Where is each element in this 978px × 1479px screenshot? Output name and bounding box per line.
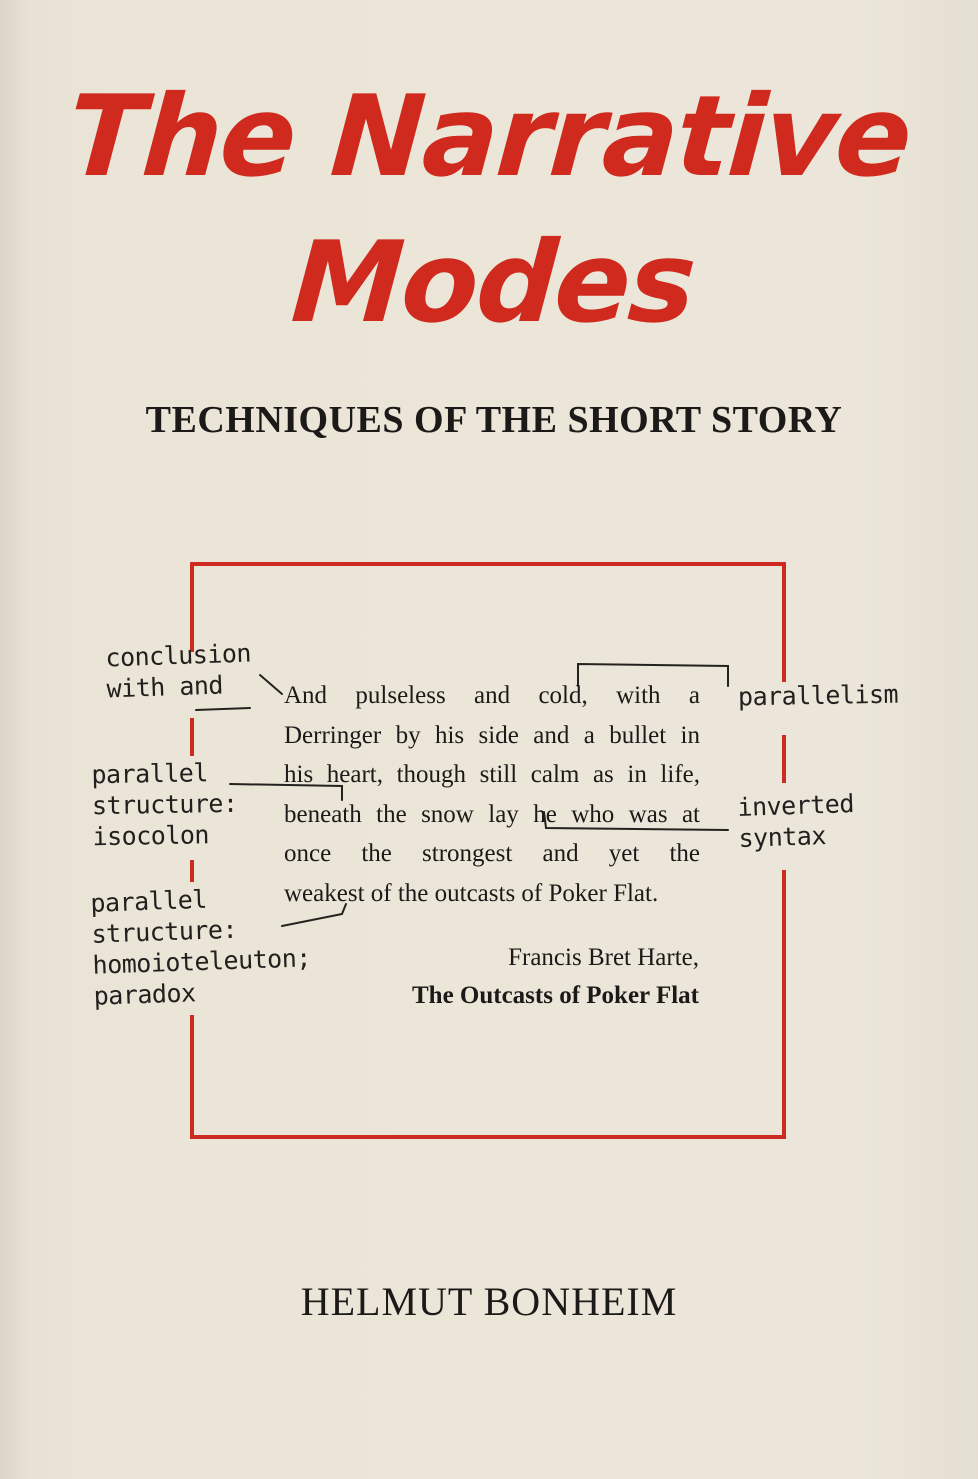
frame-top-edge [190, 562, 786, 566]
frame-left-edge [190, 718, 194, 756]
annotation-line: isocolon [92, 820, 210, 852]
annotation-line: homoioteleuton; [92, 943, 312, 980]
book-author: HELMUT BONHEIM [300, 1279, 678, 1324]
book-subtitle: TECHNIQUES OF THE SHORT STORY [145, 399, 843, 441]
book-title-line-1: The Narrative [63, 72, 915, 202]
quote-line: his heart, though still calm as in life, [284, 761, 700, 788]
annotation-parallelism: parallelism [737, 679, 899, 712]
quote-attribution-work: The Outcasts of Poker Flat [411, 982, 699, 1009]
frame-left-edge [190, 1015, 194, 1139]
quote-line: once the strongest and yet the [284, 840, 700, 867]
frame-right-edge [782, 562, 786, 682]
annotation-parallel-homoioteleuton [90, 880, 312, 1012]
annotation-line: parallel [91, 758, 209, 790]
annotation-line: syntax [738, 820, 827, 854]
annotation-line: structure: [91, 914, 238, 949]
annotation-conclusion [105, 637, 253, 704]
quote-attribution-author: Francis Bret Harte, [508, 944, 699, 971]
annotation-line: paradox [93, 978, 196, 1011]
annotation-inverted-syntax [737, 788, 856, 854]
annotation-line: structure: [91, 788, 238, 821]
frame-left-edge [190, 860, 194, 882]
underline-and-mark [196, 708, 250, 710]
annotation-parallel-isocolon [91, 757, 238, 853]
quote-line: Derringer by his side and a bullet in [284, 721, 700, 749]
frame-right-edge [782, 870, 786, 1139]
quote-line: weakest of the outcasts of Poker Flat. [284, 879, 659, 907]
quote-line: And pulseless and cold, with a [284, 682, 700, 709]
annotation-line: conclusion [104, 638, 252, 673]
annotation-line: parallel [89, 884, 208, 918]
annotation-line: inverted [736, 788, 855, 823]
conclusion-pointer-mark [260, 675, 282, 694]
annotation-line: with and [106, 670, 224, 704]
quote-line: beneath the snow lay he who was at [284, 800, 700, 828]
frame-bottom-edge [190, 1135, 786, 1139]
frame-right-edge [782, 735, 786, 783]
quoted-passage [284, 676, 700, 913]
book-title-line-2: Modes [287, 218, 699, 348]
